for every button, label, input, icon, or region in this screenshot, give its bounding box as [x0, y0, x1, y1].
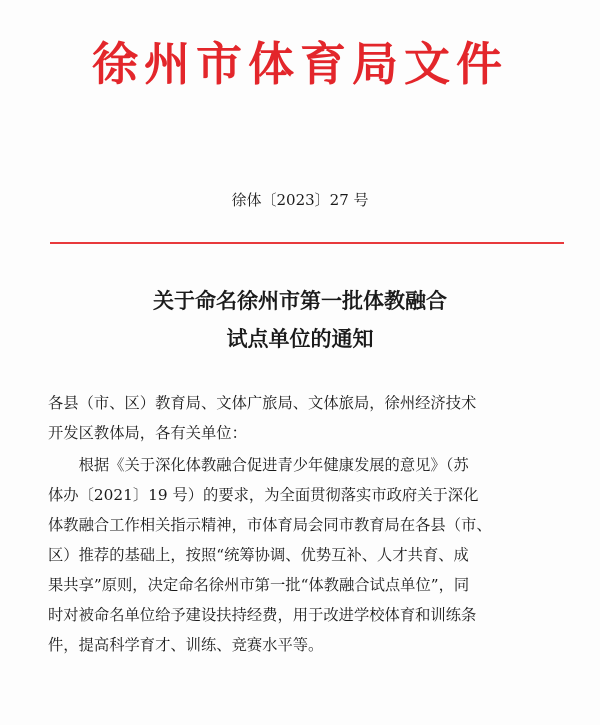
recipient-block: [48, 388, 568, 448]
document-masthead: 徐州市体育局文件: [92, 37, 508, 91]
body-line-2: 体办〔2021〕19 号）的要求，为全面贯彻落实市政府关于深化: [48, 486, 479, 504]
body-line-6: 时对被命名单位给予建设扶持经费，用于改进学校体育和训练条: [48, 606, 477, 624]
title-line-1: 关于命名徐州市第一批体教融合: [153, 289, 447, 313]
document-number: 徐体〔2023〕27 号: [231, 191, 369, 209]
body-line-5: 果共享”原则，决定命名徐州市第一批“体教融合试点单位”，同: [48, 576, 470, 594]
body-line-4: 区）推荐的基础上，按照“统筹协调、优势互补、人才共育、成: [48, 546, 469, 564]
body-line-3: 体教融合工作相关指示精神，市体育局会同市教育局在各县（市、: [48, 516, 492, 534]
recipient-line-1: 各县（市、区）教育局、文体广旅局、文体旅局，徐州经济技术: [48, 394, 477, 412]
recipient-line-2: 开发区教体局，各有关单位：: [48, 424, 247, 442]
red-divider-line: [50, 242, 564, 244]
body-line-7: 件，提高科学育才、训练、竞赛水平等。: [48, 636, 324, 654]
document-title: [0, 282, 600, 358]
body-line-1: 根据《关于深化体教融合促进青少年健康发展的意见》（苏: [48, 456, 469, 474]
body-paragraph: [48, 450, 568, 660]
title-line-2: 试点单位的通知: [226, 327, 374, 351]
